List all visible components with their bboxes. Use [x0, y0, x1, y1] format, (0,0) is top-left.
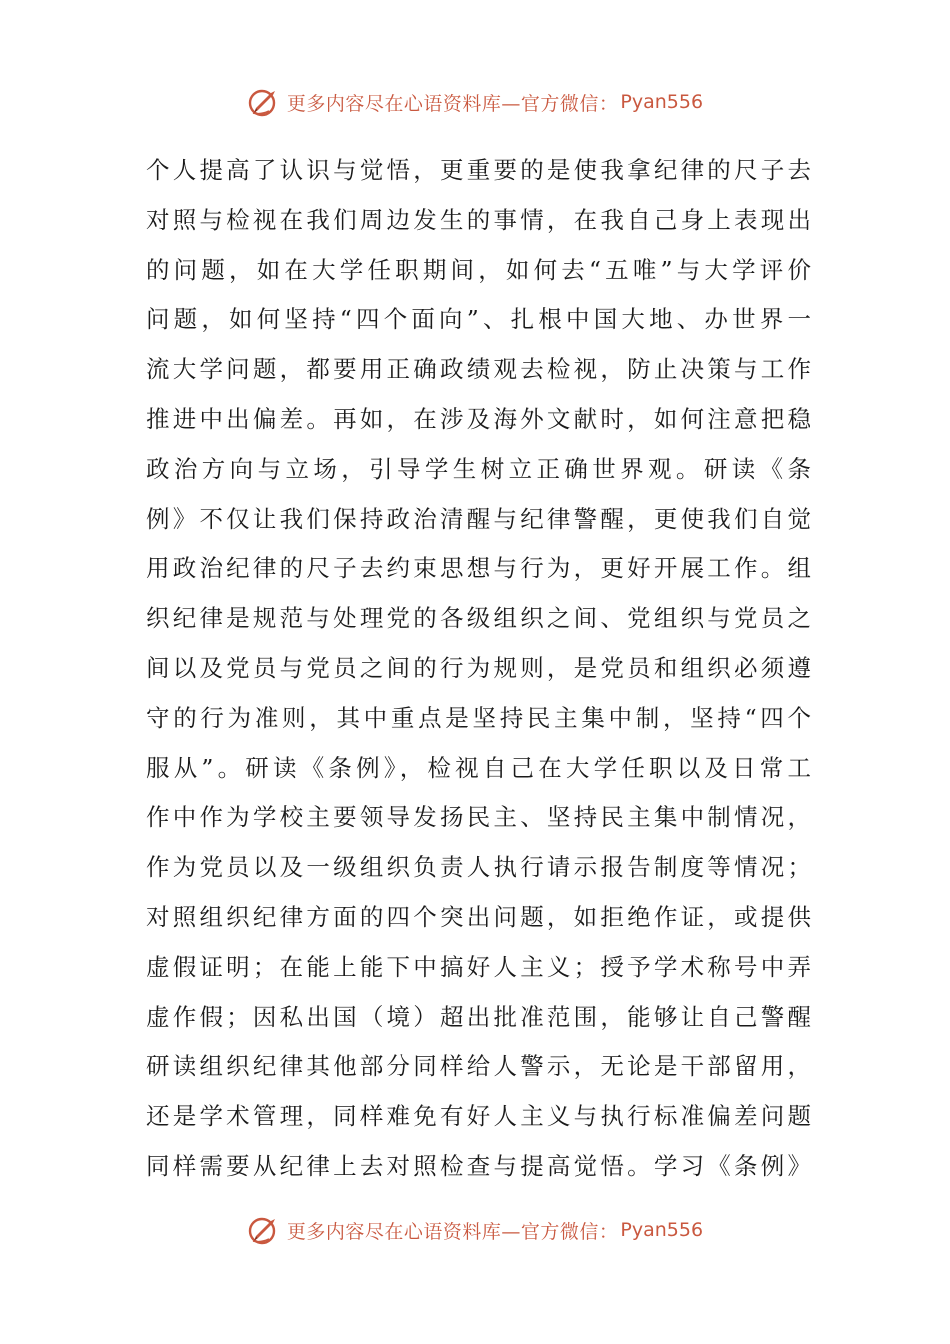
- body-line: 守的行为准则，其中重点是坚持民主集中制，坚持“四个: [146, 703, 811, 732]
- body-line: 对照与检视在我们周边发生的事情，在我自己身上表现出: [146, 205, 811, 234]
- body-line: 虚假证明；在能上能下中搞好人主义；授予学术称号中弄: [146, 952, 811, 981]
- body-line: 虚作假；因私出国（境）超出批准范围，能够让自己警醒: [146, 1002, 811, 1031]
- body-line: 研读组织纪律其他部分同样给人警示，无论是干部留用，: [146, 1052, 811, 1081]
- body-line: 同样需要从纪律上去对照检查与提高觉悟。学习《条例》: [146, 1151, 811, 1180]
- header-banner: [0, 82, 950, 122]
- body-line: 的问题，如在大学任职期间，如何去“五唯”与大学评价: [146, 255, 811, 284]
- pen-logo-icon: [247, 1213, 281, 1247]
- footer-text: 更多内容尽在心语资料库—官方微信：: [286, 1220, 619, 1243]
- body-line: 还是学术管理，同样难免有好人主义与执行标准偏差问题: [146, 1102, 811, 1131]
- body-line: 服从”。研读《条例》，检视自己在大学任职以及日常工: [146, 753, 811, 782]
- body-line: 用政治纪律的尺子去约束思想与行为，更好开展工作。组: [146, 554, 811, 583]
- footer-wechat-id: Pyan556: [620, 1219, 704, 1241]
- body-line: 个人提高了认识与觉悟，更重要的是使我拿纪律的尺子去: [146, 156, 811, 184]
- body-line: 问题，如何坚持“四个面向”、扎根中国大地、办世界一: [146, 305, 811, 334]
- body-line: 流大学问题，都要用正确政绩观去检视，防止决策与工作: [146, 355, 811, 384]
- document-body: [146, 146, 811, 1192]
- body-line: 政治方向与立场，引导学生树立正确世界观。研读《条: [146, 454, 811, 483]
- pen-logo-icon: [247, 85, 281, 119]
- body-line: 作中作为学校主要领导发扬民主、坚持民主集中制情况，: [146, 803, 811, 832]
- body-line: 对照组织纪律方面的四个突出问题，如拒绝作证，或提供: [146, 902, 811, 931]
- body-line: 作为党员以及一级组织负责人执行请示报告制度等情况；: [146, 853, 811, 882]
- header-text: 更多内容尽在心语资料库—官方微信：: [286, 92, 619, 115]
- header-wechat-id: Pyan556: [620, 91, 704, 113]
- body-line: 例》不仅让我们保持政治清醒与纪律警醒，更使我们自觉: [146, 504, 811, 533]
- body-line: 织纪律是规范与处理党的各级组织之间、党组织与党员之: [146, 604, 811, 633]
- footer-banner: [0, 1210, 950, 1250]
- body-line: 推进中出偏差。再如，在涉及海外文献时，如何注意把稳: [146, 404, 811, 433]
- body-line: 间以及党员与党员之间的行为规则，是党员和组织必须遵: [146, 653, 811, 682]
